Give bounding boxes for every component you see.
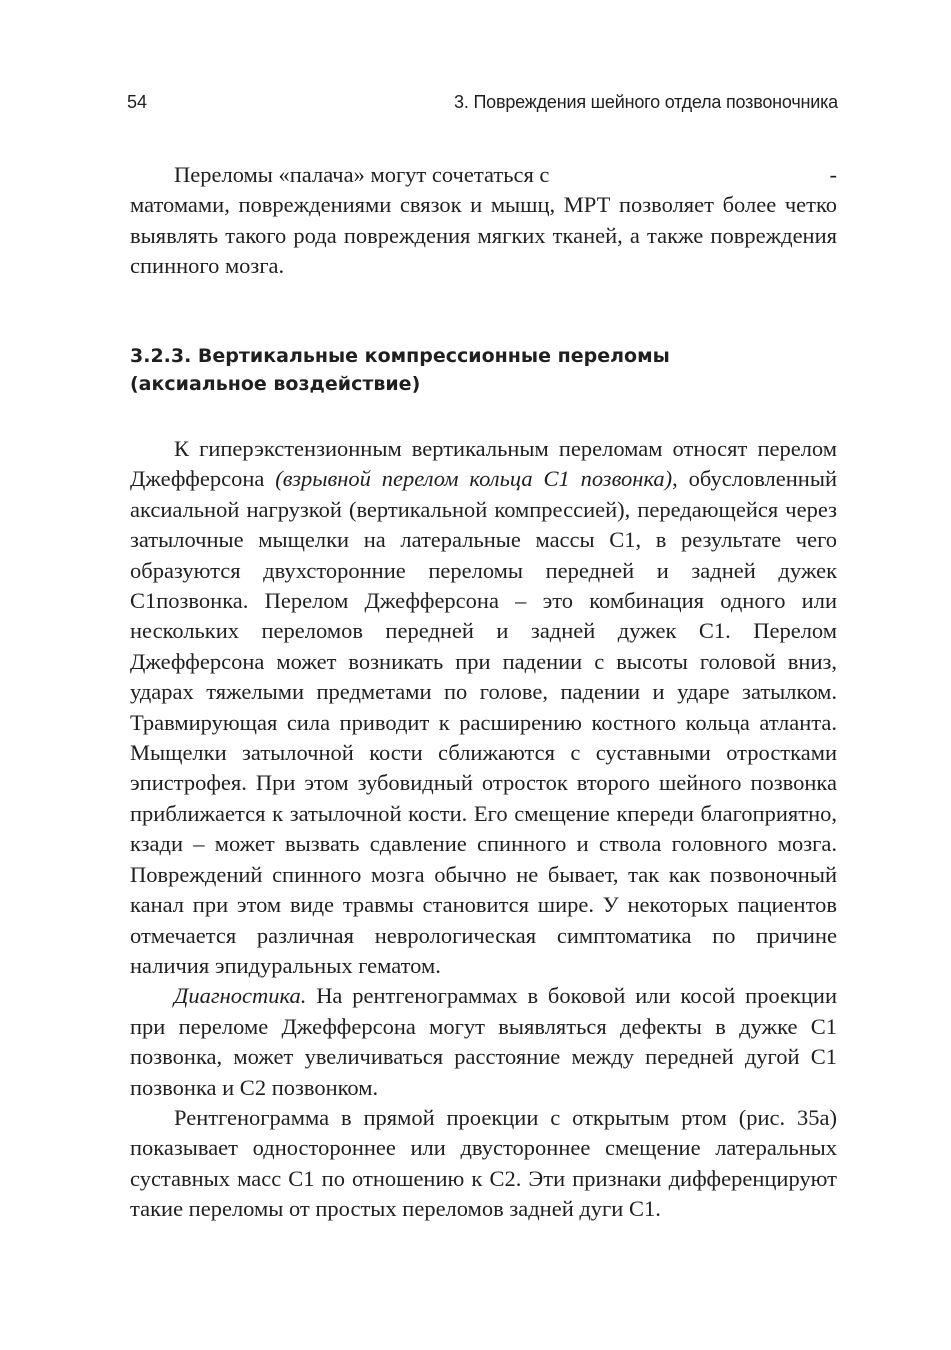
diagnostics-text: На рентгенограммах в боковой или косой проекции при переломе Джефферсона могут выявляться дефекты в дужке С1 позвонка, может увеличиваться расстояние между передней дугой С1 позвонка и С2 позвонком.	[130, 983, 837, 1100]
diagnostics-lead: Диагностика.	[174, 983, 307, 1009]
paragraph-diagnostics	[130, 981, 837, 1103]
intro-rest: матомами, повреждениями связок и мышц, МРТ позволяет более четко выявлять такого рода повреждения мягких тканей, а также повреждения спинного мозга.	[130, 192, 837, 279]
main-text	[130, 434, 837, 1225]
intro-paragraph	[130, 160, 837, 282]
page-number: 54	[127, 92, 148, 112]
section-heading-line1: 3.2.3. Вертикальные компрессионные переломы	[130, 345, 670, 367]
paragraph1-before: К гиперэкстензионным вертикальным переломам относят перелом Джефферсона	[130, 436, 837, 492]
intro-first-line-text: Переломы «палача» могут сочетаться с	[174, 162, 550, 187]
paragraph-xray: Рентгенограмма в прямой проекции с открытым ртом (рис. 35а) показывает одностороннее или двустороннее смещение латеральных суставных масс С1 по отношению к С2. Эти признаки дифференцируют такие переломы от простых переломов задней дуги С1.	[130, 1104, 837, 1222]
intro-hyphen: -	[829, 162, 837, 187]
section-heading-line2: (аксиальное воздействие)	[130, 373, 421, 395]
page-header	[127, 92, 838, 120]
intro-first-line	[130, 160, 837, 190]
paragraph1-after: , обусловленный аксиальной нагрузкой (вертикальной компрессией), передающейся через затылочные мыщелки на латеральные массы С1, в результате чего образуются двухсторонние переломы передней и задней дужек С1позвонка. Перелом Джефферсона – это комбинация одного или нескольких переломов передней и задней дужек С1. Перелом Джефферсона может возникать при падении с высоты головой вниз, ударах тяжелыми предметами по голове, падении и ударе затылком. Травмирующая сила приводит к расширению костного кольца атланта. Мыщелки затылочной кости сближаются с суставными отростками эпистрофея. При этом зубовидный отросток второго шейного позвонка приближается к затылочной кости. Его смещение кпереди благоприятно, кзади – может вызвать сдавление спинного и ствола головного мозга. Повреждений спинного мозга обычно не бывает, так как позвоночный канал при этом виде травмы становится шире. У некоторых пациентов отмечается различная неврологическая симптоматика по причине наличия эпидуральных гематом.	[130, 466, 838, 978]
paragraph1-italic: (взрывной перелом кольца С1 позвонка)	[275, 466, 673, 492]
paragraph-jefferson	[130, 434, 837, 981]
section-heading	[130, 342, 837, 398]
running-title: 3. Повреждения шейного отдела позвоночника	[454, 92, 838, 112]
